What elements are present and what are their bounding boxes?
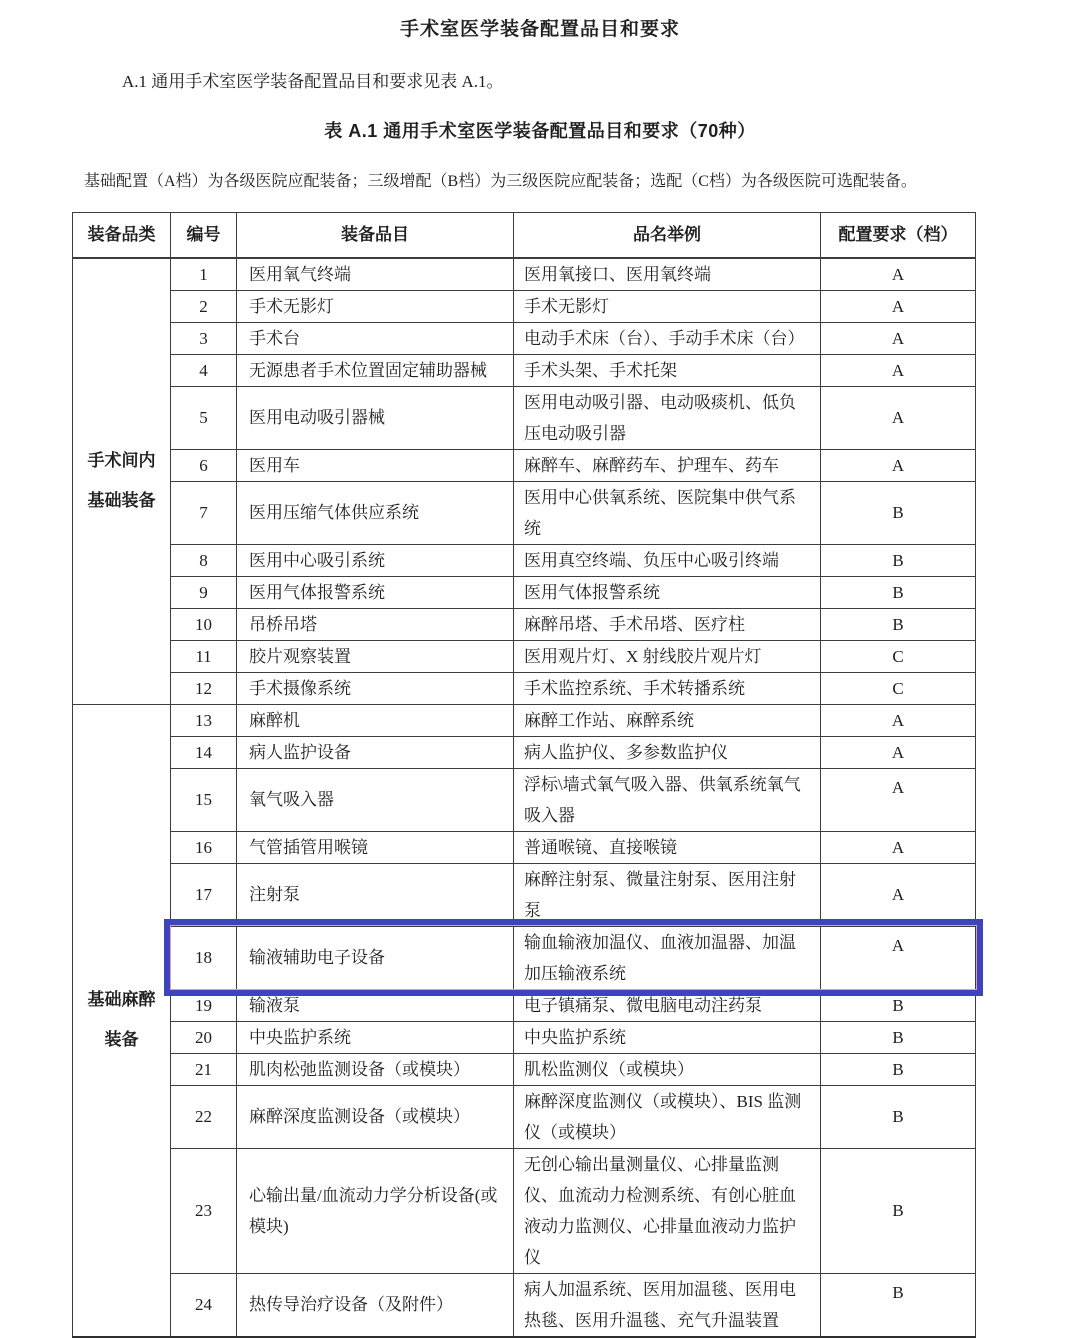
item-name-cell: 麻醉机 [237, 704, 514, 736]
row-number-cell: 11 [171, 640, 237, 672]
examples-cell: 医用氧接口、医用氧终端 [514, 258, 821, 291]
row-number-cell: 3 [171, 322, 237, 354]
grade-cell: A [821, 386, 976, 449]
table-row-22 [73, 1085, 976, 1148]
item-name-cell: 医用气体报警系统 [237, 576, 514, 608]
intro-paragraph: A.1 通用手术室医学装备配置品目和要求见表 A.1。 [122, 72, 504, 91]
examples-cell: 医用电动吸引器、电动吸痰机、低负压电动吸引器 [514, 386, 821, 449]
table-caption: 表 A.1 通用手术室医学装备配置品目和要求（70种） [324, 121, 756, 141]
examples-cell: 病人监护仪、多参数监护仪 [514, 736, 821, 768]
item-name-cell: 气管插管用喉镜 [237, 831, 514, 863]
table-row-16 [73, 831, 976, 863]
grade-cell: B [821, 1021, 976, 1053]
examples-cell: 麻醉工作站、麻醉系统 [514, 704, 821, 736]
row-number-cell: 8 [171, 544, 237, 576]
table-row-10 [73, 608, 976, 640]
grade-cell: B [821, 544, 976, 576]
item-name-cell: 无源患者手术位置固定辅助器械 [237, 354, 514, 386]
category-label-line: 手术间内 [87, 451, 156, 470]
item-name-cell: 胶片观察装置 [237, 640, 514, 672]
row-number-cell: 22 [171, 1085, 237, 1148]
examples-cell: 病人加温系统、医用加温毯、医用电热毯、医用升温毯、充气升温装置 [514, 1273, 821, 1337]
item-name-cell: 医用压缩气体供应系统 [237, 481, 514, 544]
row-number-cell: 20 [171, 1021, 237, 1053]
item-name-cell: 中央监护系统 [237, 1021, 514, 1053]
item-name-cell: 输液泵 [237, 989, 514, 1021]
grade-cell: A [821, 768, 976, 831]
row-number-cell: 18 [171, 926, 237, 989]
item-name-cell: 手术无影灯 [237, 290, 514, 322]
examples-cell: 电动手术床（台）、手动手术床（台） [514, 322, 821, 354]
examples-cell: 麻醉深度监测仪（或模块）、BIS 监测仪（或模块） [514, 1085, 821, 1148]
examples-cell: 医用观片灯、X 射线胶片观片灯 [514, 640, 821, 672]
grade-cell: B [821, 1273, 976, 1337]
examples-cell: 输血输液加温仪、血液加温器、加温加压输液系统 [514, 926, 821, 989]
equipment-table-wrapper [72, 212, 978, 1338]
table-body [73, 258, 976, 1337]
grade-cell: A [821, 449, 976, 481]
grade-cell: A [821, 322, 976, 354]
examples-cell: 普通喉镜、直接喉镜 [514, 831, 821, 863]
row-number-cell: 9 [171, 576, 237, 608]
equipment-table [72, 212, 976, 1338]
table-row-13 [73, 704, 976, 736]
row-number-cell: 13 [171, 704, 237, 736]
examples-cell: 手术监控系统、手术转播系统 [514, 672, 821, 704]
table-row-12 [73, 672, 976, 704]
examples-cell: 医用真空终端、负压中心吸引终端 [514, 544, 821, 576]
table-row-17 [73, 863, 976, 926]
grade-cell: B [821, 989, 976, 1021]
examples-cell: 麻醉吊塔、手术吊塔、医疗柱 [514, 608, 821, 640]
category-cell [73, 704, 171, 1337]
category-label-line: 基础装备 [87, 491, 156, 510]
category-cell [73, 258, 171, 705]
table-row-11 [73, 640, 976, 672]
grade-cell: A [821, 258, 976, 291]
grade-cell: A [821, 290, 976, 322]
grade-cell: A [821, 926, 976, 989]
item-name-cell: 心输出量/血流动力学分析设备(或模块) [237, 1148, 514, 1273]
table-row-1 [73, 258, 976, 291]
category-label-line: 基础麻醉 [87, 990, 156, 1009]
item-name-cell: 手术台 [237, 322, 514, 354]
row-number-cell: 4 [171, 354, 237, 386]
examples-cell: 肌松监测仪（或模块） [514, 1053, 821, 1085]
row-number-cell: 16 [171, 831, 237, 863]
examples-cell: 无创心输出量测量仪、心排量监测仪、血流动力检测系统、有创心脏血液动力监测仪、心排量血液动力监护仪 [514, 1148, 821, 1273]
examples-cell: 医用气体报警系统 [514, 576, 821, 608]
row-number-cell: 5 [171, 386, 237, 449]
row-number-cell: 17 [171, 863, 237, 926]
table-row-2 [73, 290, 976, 322]
grade-cell: B [821, 1148, 976, 1273]
grade-cell: B [821, 1085, 976, 1148]
item-name-cell: 热传导治疗设备（及附件） [237, 1273, 514, 1337]
item-name-cell: 医用电动吸引器械 [237, 386, 514, 449]
table-row-24 [73, 1273, 976, 1337]
item-name-cell: 吊桥吊塔 [237, 608, 514, 640]
grade-cell: A [821, 354, 976, 386]
grade-cell: B [821, 576, 976, 608]
table-row-5 [73, 386, 976, 449]
item-name-cell: 注射泵 [237, 863, 514, 926]
row-number-cell: 15 [171, 768, 237, 831]
row-number-cell: 23 [171, 1148, 237, 1273]
table-note: 基础配置（A档）为各级医院应配装备；三级增配（B档）为三级医院应配装备；选配（C档）为各级医院可选配装备。 [84, 173, 917, 190]
table-row-8 [73, 544, 976, 576]
row-number-cell: 14 [171, 736, 237, 768]
item-name-cell: 氧气吸入器 [237, 768, 514, 831]
table-row-3 [73, 322, 976, 354]
item-name-cell: 麻醉深度监测设备（或模块） [237, 1085, 514, 1148]
header-row [73, 213, 976, 258]
grade-cell: B [821, 1053, 976, 1085]
examples-cell: 麻醉车、麻醉药车、护理车、药车 [514, 449, 821, 481]
examples-cell: 麻醉注射泵、微量注射泵、医用注射泵 [514, 863, 821, 926]
column-header-4: 配置要求（档） [821, 213, 976, 258]
grade-cell: A [821, 863, 976, 926]
column-header-2: 装备品目 [237, 213, 514, 258]
item-name-cell: 医用中心吸引系统 [237, 544, 514, 576]
row-number-cell: 7 [171, 481, 237, 544]
examples-cell: 浮标\墙式氧气吸入器、供氧系统氧气吸入器 [514, 768, 821, 831]
grade-cell: B [821, 608, 976, 640]
row-number-cell: 19 [171, 989, 237, 1021]
table-row-6 [73, 449, 976, 481]
row-number-cell: 24 [171, 1273, 237, 1337]
grade-cell: A [821, 736, 976, 768]
grade-cell: B [821, 481, 976, 544]
table-row-18 [73, 926, 976, 989]
grade-cell: C [821, 672, 976, 704]
table-row-20 [73, 1021, 976, 1053]
table-row-9 [73, 576, 976, 608]
row-number-cell: 10 [171, 608, 237, 640]
examples-cell: 手术无影灯 [514, 290, 821, 322]
grade-cell: C [821, 640, 976, 672]
page-title: 手术室医学装备配置品目和要求 [399, 19, 680, 40]
item-name-cell: 医用车 [237, 449, 514, 481]
item-name-cell: 肌肉松弛监测设备（或模块） [237, 1053, 514, 1085]
item-name-cell: 输液辅助电子设备 [237, 926, 514, 989]
examples-cell: 电子镇痛泵、微电脑电动注药泵 [514, 989, 821, 1021]
table-row-15 [73, 768, 976, 831]
table-header [73, 213, 976, 258]
column-header-3: 品名举例 [514, 213, 821, 258]
item-name-cell: 手术摄像系统 [237, 672, 514, 704]
table-row-14 [73, 736, 976, 768]
row-number-cell: 12 [171, 672, 237, 704]
table-row-19 [73, 989, 976, 1021]
item-name-cell: 病人监护设备 [237, 736, 514, 768]
grade-cell: A [821, 704, 976, 736]
examples-cell: 医用中心供氧系统、医院集中供气系统 [514, 481, 821, 544]
table-row-21 [73, 1053, 976, 1085]
grade-cell: A [821, 831, 976, 863]
row-number-cell: 1 [171, 258, 237, 291]
table-row-23 [73, 1148, 976, 1273]
examples-cell: 手术头架、手术托架 [514, 354, 821, 386]
column-header-0: 装备品类 [73, 213, 171, 258]
row-number-cell: 6 [171, 449, 237, 481]
column-header-1: 编号 [171, 213, 237, 258]
table-row-4 [73, 354, 976, 386]
row-number-cell: 2 [171, 290, 237, 322]
table-row-7 [73, 481, 976, 544]
category-label-line: 装备 [104, 1030, 139, 1049]
row-number-cell: 21 [171, 1053, 237, 1085]
item-name-cell: 医用氧气终端 [237, 258, 514, 291]
examples-cell: 中央监护系统 [514, 1021, 821, 1053]
